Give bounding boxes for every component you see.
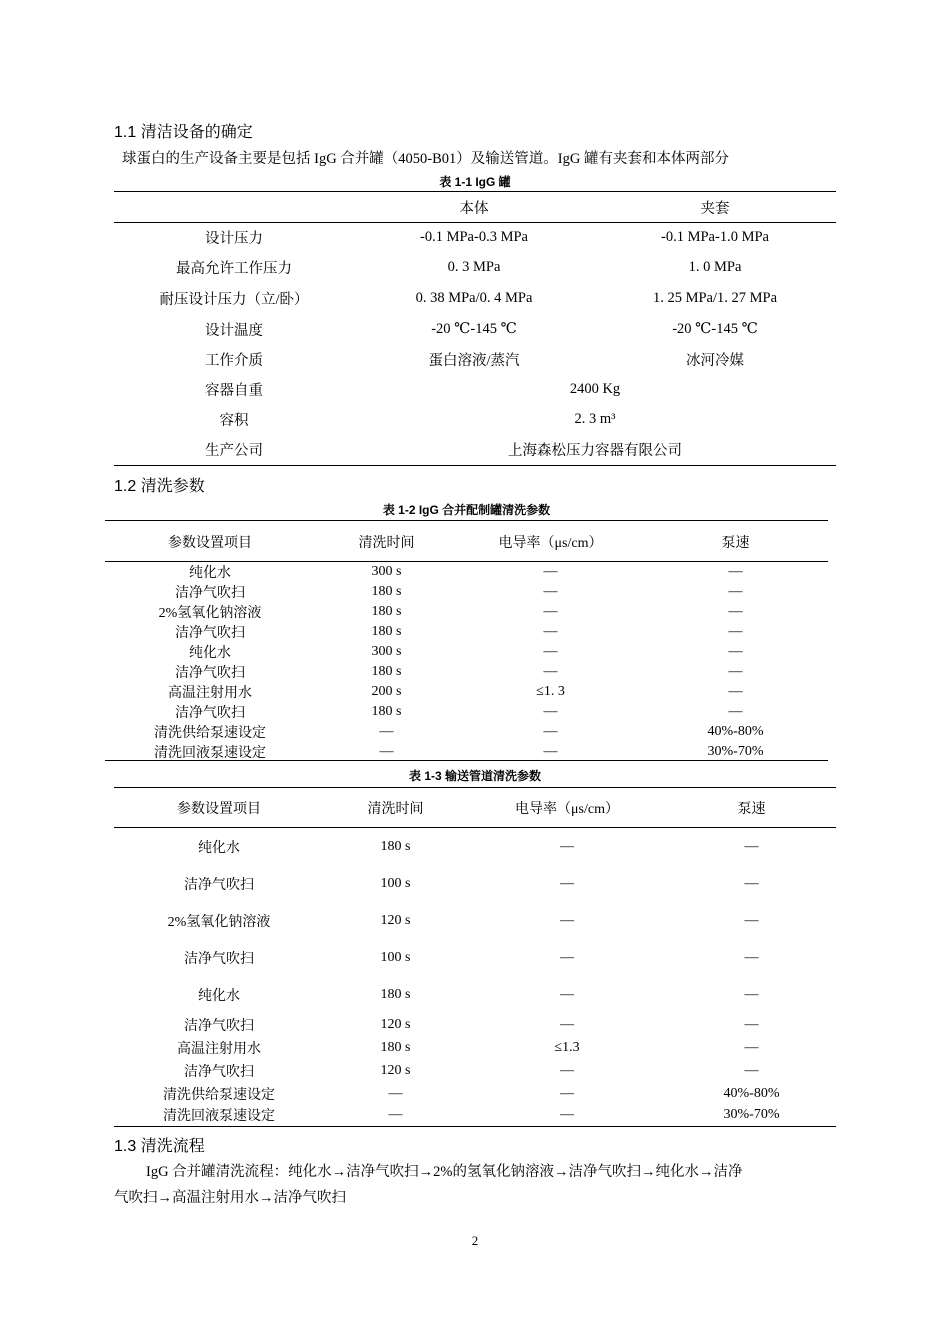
table-cell: — [560, 1085, 574, 1101]
paragraph-process-line-2: 气吹扫→高温注射用水→洁净气吹扫 [114, 1190, 346, 1206]
table1-bottom-rule [114, 465, 836, 466]
table-cell: 0. 3 MPa [447, 259, 501, 275]
table-cell: — [543, 564, 558, 579]
table-cell: 蛋白溶液/蒸汽 [428, 352, 520, 369]
table-cell: 洁净气吹扫 [175, 626, 245, 641]
table-cell: 高温注射用水 [168, 686, 252, 701]
table-cell: 180 s [371, 664, 402, 679]
table-cell: — [543, 704, 558, 719]
table-cell: — [744, 838, 759, 854]
table-row [114, 252, 836, 283]
table-cell: — [560, 986, 574, 1002]
table-cell: 容积 [219, 412, 249, 429]
table-cell: — [379, 724, 394, 739]
table-cell: 纯化水 [189, 566, 231, 581]
table-row [114, 404, 836, 434]
table-cell: 2%氢氧化钠溶液 [167, 914, 271, 930]
table-row [105, 662, 828, 682]
table-cell: — [728, 664, 743, 679]
table3-header-cell: 电导率（μs/cm） [515, 802, 619, 817]
table-cell: 生产公司 [205, 442, 263, 459]
table-cell: 120 s [380, 1016, 411, 1032]
table-cell: 耐压设计压力（立/卧） [159, 292, 309, 308]
table-cell: -20 ℃-145 ℃ [672, 320, 758, 337]
table-cell: 洁净气吹扫 [184, 877, 254, 893]
table1-header-row [114, 192, 836, 222]
table-cell: 1. 25 MPa/1. 27 MPa [652, 290, 778, 306]
table-cell: 2%氢氧化钠溶液 [158, 606, 262, 621]
table-row [105, 682, 828, 702]
table-row [105, 582, 828, 602]
table-cell: 200 s [371, 684, 402, 699]
table-cell: — [560, 875, 574, 891]
table-cell: 180 s [380, 1039, 411, 1055]
table-cell: — [728, 584, 743, 599]
table-cell: — [388, 1085, 403, 1101]
table-cell: — [744, 986, 759, 1002]
table-cell: 180 s [380, 838, 411, 854]
table-caption-1-3: 表 1-3 输送管道清洗参数 [408, 769, 541, 783]
table-row [114, 434, 836, 464]
table-cell: 0. 38 MPa/0. 4 MPa [415, 290, 533, 306]
table-row [114, 1105, 836, 1125]
table-cell: 容器自重 [205, 382, 263, 399]
table-cell: — [728, 684, 743, 699]
table-row [114, 1036, 836, 1059]
table-cell: 30%-70% [723, 1107, 780, 1122]
table3-header-cell: 泵速 [737, 802, 766, 817]
table-cell: — [728, 604, 743, 619]
table-row [105, 702, 828, 722]
table-cell: — [744, 912, 759, 928]
table-cell: 高温注射用水 [177, 1041, 261, 1057]
table-cell: — [560, 912, 574, 928]
table-cell: — [543, 584, 558, 599]
table3-header-row [114, 788, 836, 828]
table-cell: — [728, 564, 743, 579]
table-cell: 300 s [371, 644, 402, 659]
table1-header-cell: 本体 [459, 200, 489, 217]
table-row [114, 976, 836, 1013]
table-cell: 30%-70% [707, 744, 764, 759]
table-cell: 洁净气吹扫 [175, 666, 245, 681]
table-row [105, 622, 828, 642]
table-cell: ≤1.3 [554, 1039, 580, 1055]
table-cell-merged: 2. 3 m³ [574, 410, 616, 427]
table-cell: — [543, 644, 558, 659]
table-cell: — [543, 664, 558, 679]
table-cell: 纯化水 [198, 988, 240, 1004]
table-cell: -0.1 MPa-0.3 MPa [420, 228, 528, 245]
table2-header-cell: 参数设置项目 [168, 535, 252, 551]
table-cell: -20 ℃-145 ℃ [431, 320, 517, 337]
table-cell: 300 s [371, 564, 402, 579]
table-cell: — [560, 1107, 574, 1122]
table-cell: 洁净气吹扫 [184, 1018, 254, 1034]
table-row [105, 742, 828, 762]
table-cell: — [388, 1107, 403, 1122]
table1-header-cell [114, 192, 354, 222]
table-cell: — [728, 704, 743, 719]
table-cell: 纯化水 [189, 646, 231, 661]
table-cell: 100 s [380, 949, 411, 965]
table-cell: — [379, 744, 394, 759]
table-cell: 180 s [371, 624, 402, 639]
table-row [114, 1059, 836, 1082]
table-caption-1-1: 表 1-1 IgG 罐 [439, 175, 511, 189]
table-cell: 设计温度 [205, 322, 263, 339]
table-cell: 清洗供给泵速设定 [163, 1087, 275, 1103]
table-cell: 120 s [380, 1062, 411, 1078]
table-row [114, 344, 836, 374]
table-cell: 120 s [380, 912, 411, 928]
table-row [114, 222, 836, 252]
table-cell: 最高允许工作压力 [176, 261, 292, 277]
table-cell: 180 s [371, 604, 402, 619]
table-cell: 洁净气吹扫 [175, 586, 245, 601]
section-heading-1-2: 1.2 清洗参数 [114, 478, 205, 495]
paragraph-process-line-1: IgG 合并罐清洗流程：纯化水→洁净气吹扫→2%的氢氧化钠溶液→洁净气吹扫→纯化水→洁净 [146, 1164, 743, 1180]
table-cell: 清洗回液泵速设定 [163, 1109, 275, 1124]
table-cell: — [744, 875, 759, 891]
table-row [114, 865, 836, 902]
section-heading-1-3: 1.3 清洗流程 [114, 1138, 205, 1155]
table-row [114, 314, 836, 344]
table-row [105, 602, 828, 622]
table-row [105, 642, 828, 662]
table-cell: 洁净气吹扫 [175, 706, 245, 721]
table-cell: — [560, 949, 574, 965]
paragraph-equipment: 球蛋白的生产设备主要是包括 IgG 合并罐（4050-B01）及输送管道。IgG 罐有夹套和本体两部分 [122, 151, 729, 167]
table2-header-cell: 泵速 [721, 535, 750, 551]
table3-bottom-rule [114, 1126, 836, 1127]
table-cell-merged: 2400 Kg [569, 380, 621, 397]
table-tank-cleaning-params [105, 521, 828, 762]
table-cell: 180 s [380, 986, 411, 1002]
table-cell: 清洗回液泵速设定 [154, 746, 266, 761]
table-cell: — [744, 1039, 759, 1055]
table-cell-merged: 上海森松压力容器有限公司 [508, 442, 682, 459]
table-cell: 180 s [371, 704, 402, 719]
table-cell: — [728, 644, 743, 659]
table-row [114, 939, 836, 976]
table-igg-tank [114, 192, 836, 464]
table-cell: — [560, 1062, 574, 1078]
table-cell: — [543, 724, 558, 739]
table-row [114, 902, 836, 939]
table-cell: 100 s [380, 875, 411, 891]
table-cell: 洁净气吹扫 [184, 1064, 254, 1080]
table-cell: 冰河冷媒 [686, 352, 744, 369]
table3-header-cell: 清洗时间 [367, 802, 424, 817]
table-cell: — [543, 604, 558, 619]
section-heading-1-1: 1.1 清洁设备的确定 [114, 124, 253, 141]
table-pipeline-cleaning-params [114, 788, 836, 1125]
table-cell: — [728, 624, 743, 639]
table-cell: — [543, 744, 558, 759]
table-row [114, 374, 836, 404]
table-row [105, 722, 828, 742]
table-cell: -0.1 MPa-1.0 MPa [661, 228, 769, 245]
table-cell: — [744, 949, 759, 965]
table-cell: 纯化水 [198, 840, 240, 856]
table-row [114, 283, 836, 314]
table-cell: 洁净气吹扫 [184, 951, 254, 967]
table-cell: 40%-80% [707, 724, 764, 739]
table-cell: 180 s [371, 584, 402, 599]
table-cell: 40%-80% [723, 1085, 780, 1101]
table-row [114, 1082, 836, 1105]
table2-header-cell: 清洗时间 [358, 535, 415, 551]
table-cell: 1. 0 MPa [688, 259, 742, 275]
table2-header-cell: 电导率（μs/cm） [498, 535, 603, 551]
table1-header-cell: 夹套 [700, 200, 730, 217]
table-cell: 清洗供给泵速设定 [154, 726, 266, 741]
table-row [114, 1013, 836, 1036]
page-number: 2 [471, 1233, 479, 1248]
table-row [114, 828, 836, 865]
table3-header-cell: 参数设置项目 [177, 802, 261, 817]
table-cell: 设计压力 [205, 230, 263, 247]
table-cell: — [560, 1016, 574, 1032]
table2-header-row [105, 521, 828, 562]
table-cell: ≤1. 3 [536, 684, 565, 699]
table-caption-1-2: 表 1-2 IgG 合并配制罐清洗参数 [382, 503, 551, 517]
table-row [105, 562, 828, 582]
table-cell: 工作介质 [205, 352, 263, 369]
table-cell: — [543, 624, 558, 639]
table-cell: — [744, 1062, 759, 1078]
table-cell: — [744, 1016, 759, 1032]
table-cell: — [560, 838, 574, 854]
